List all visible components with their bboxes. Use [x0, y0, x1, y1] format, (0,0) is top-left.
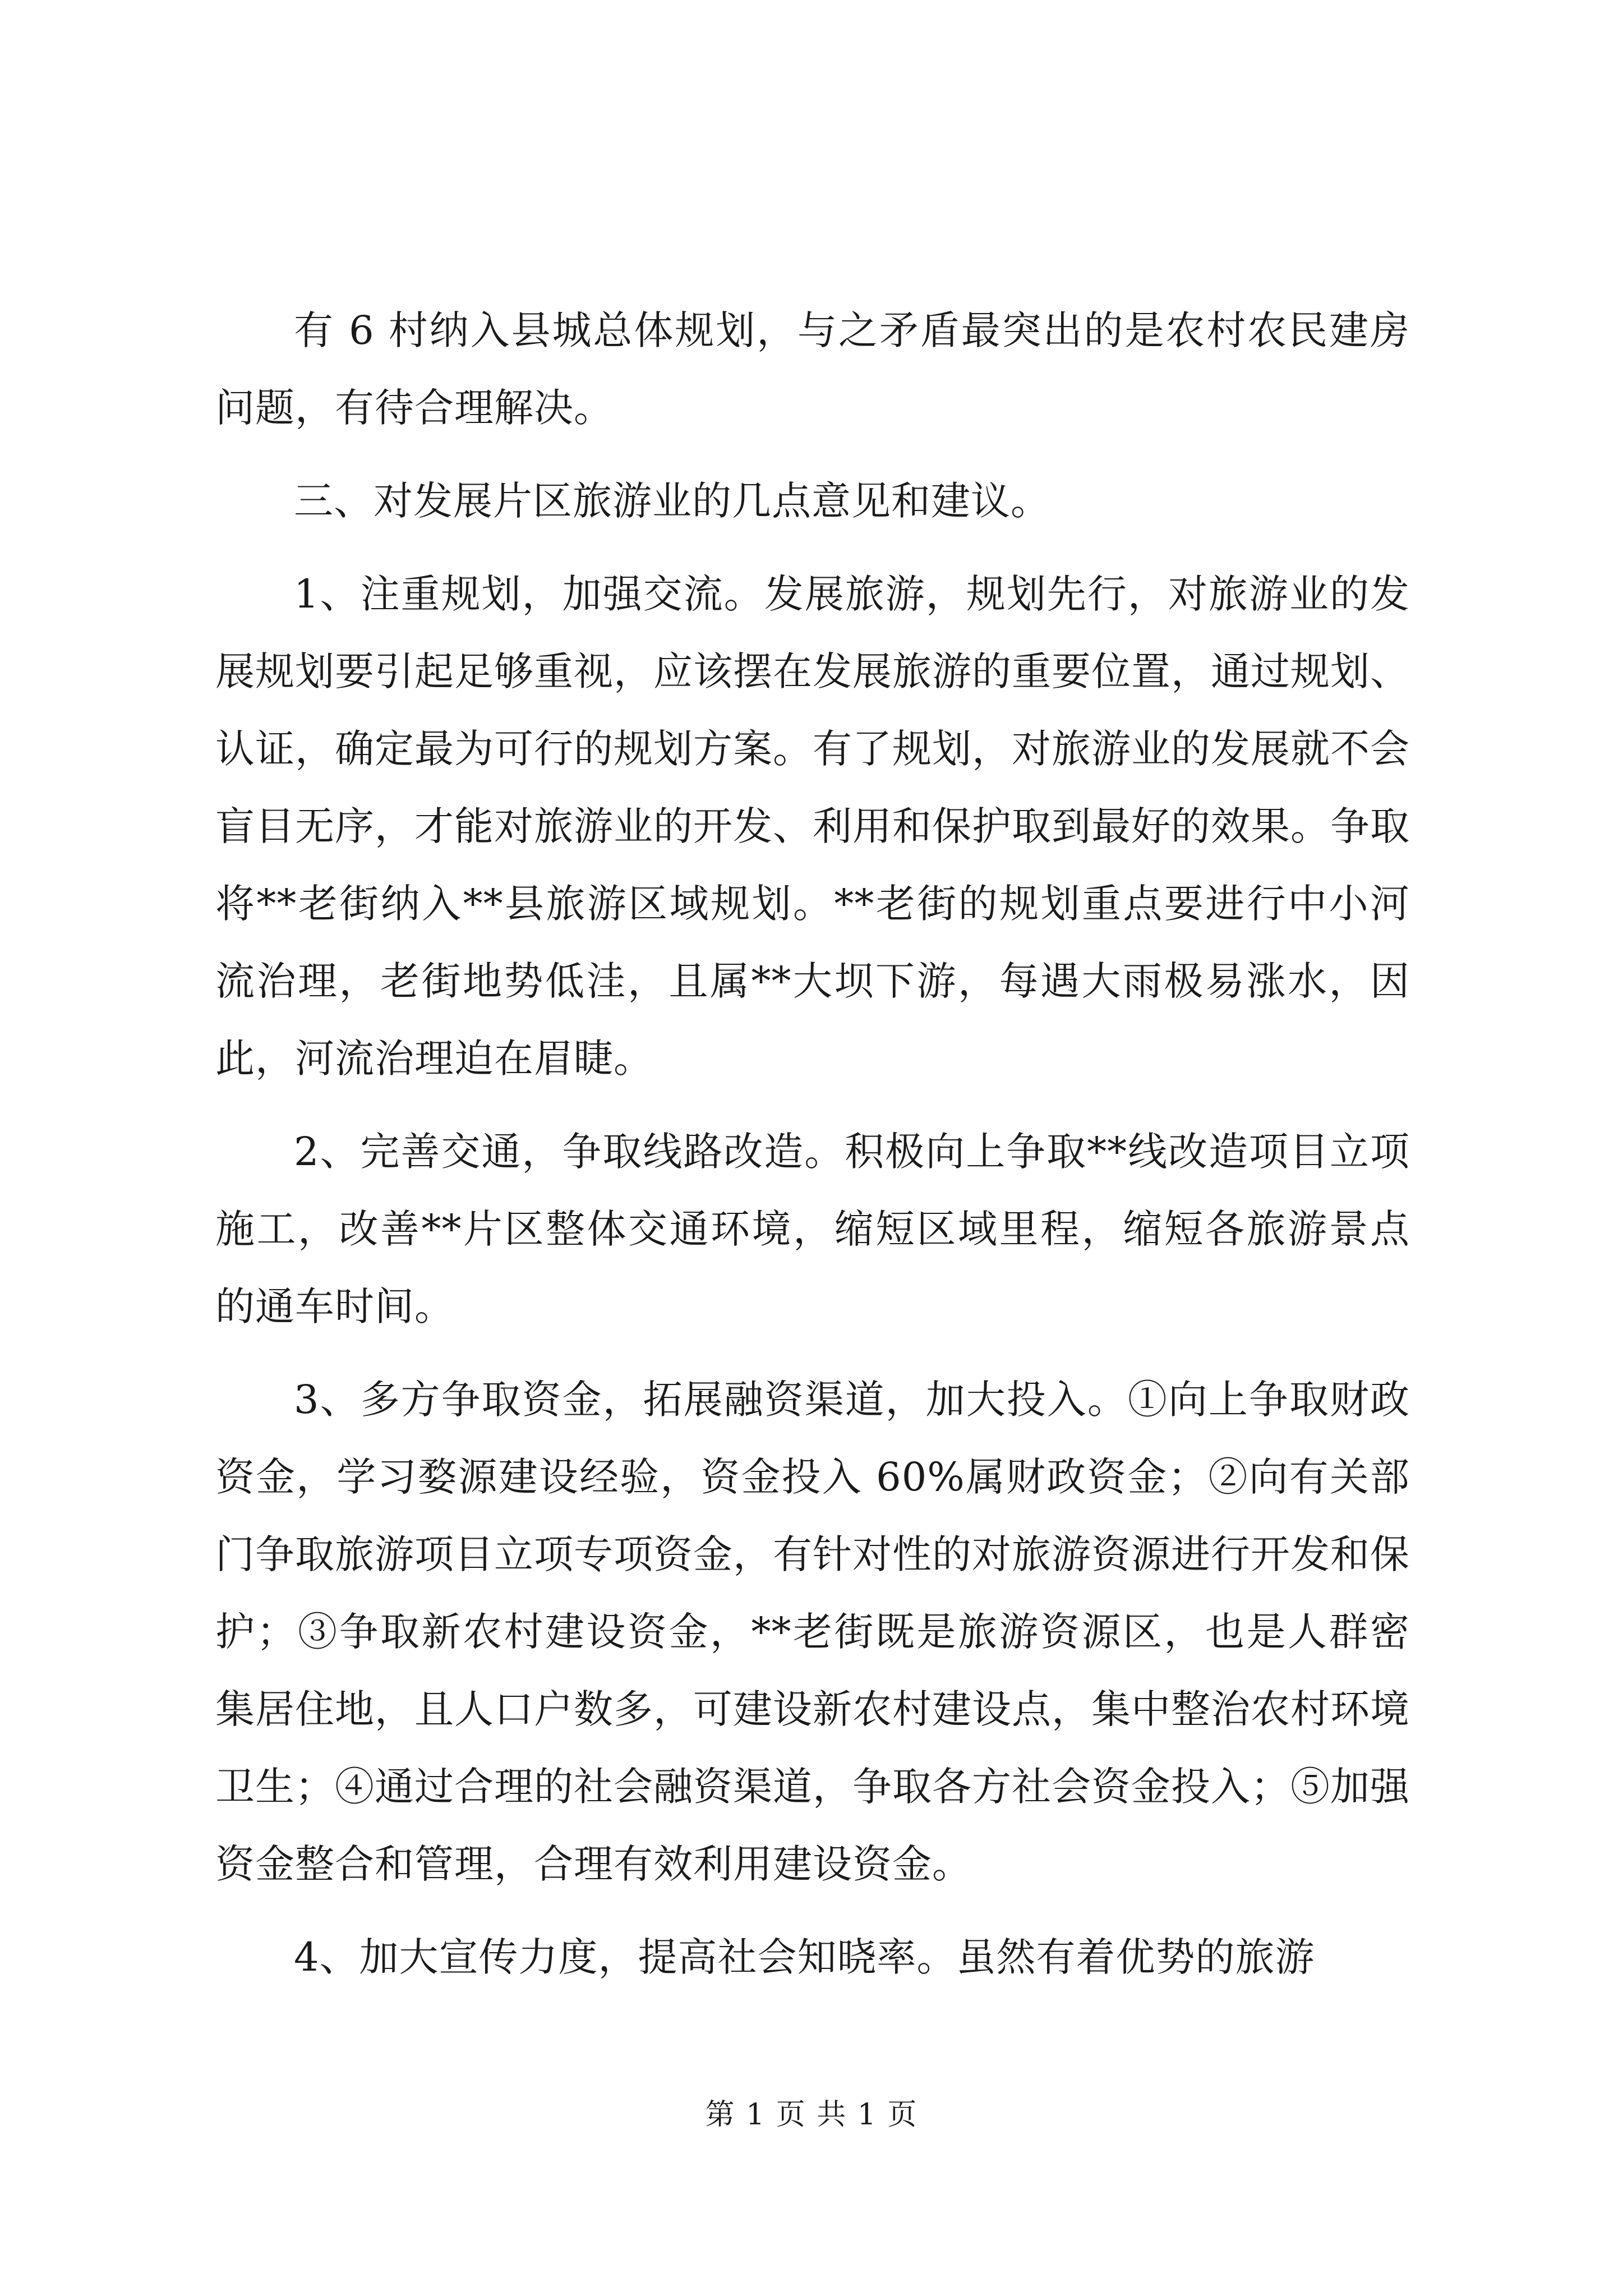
paragraph-1: 有 6 村纳入县城总体规划，与之矛盾最突出的是农村农民建房问题，有待合理解决。 [215, 307, 1410, 431]
paragraph-item-4: 4、加大宣传力度，提高社会知晓率。虽然有着优势的旅游 [294, 1934, 1315, 1980]
document-body [215, 292, 1410, 2012]
page-footer: 第 1 页 共 1 页 [705, 2098, 918, 2132]
paragraph-section-heading: 三、对发展片区旅游业的几点意见和建议。 [294, 478, 1050, 524]
paragraph-item-2: 2、完善交通，争取线路改造。积极向上争取**线改造项目立项施工，改善**片区整体交通环境，缩短区域里程，缩短各旅游景点的通车时间。 [215, 1129, 1410, 1329]
paragraph-item-1: 1、注重规划，加强交流。发展旅游，规划先行，对旅游业的发展规划要引起足够重视，应该摆在发展旅游的重要位置，通过规划、认证，确定最为可行的规划方案。有了规划，对旅游业的发展就不会盲目无序，才能对旅游业的开发、利用和保护取到最好的效果。争取将**老街纳入**县旅游区域规划。**老街的规划重点要进行中小河流治理，老街地势低洼，且属**大坝下游，每遇大雨极易涨水，因此，河流治理迫在眉睫。 [215, 571, 1410, 1082]
paragraph-item-3: 3、多方争取资金，拓展融资渠道，加大投入。①向上争取财政资金，学习婺源建设经验，资金投入 60%属财政资金；②向有关部门争取旅游项目立项专项资金，有针对性的对旅游资源进行开发和保护；③争取新农村建设资金，**老街既是旅游资源区，也是人群密集居住地，且人口户数多，可建设新农村建设点，集中整治农村环境卫生；④通过合理的社会融资渠道，争取各方社会资金投入；⑤加强资金整合和管理，合理有效利用建设资金。 [215, 1377, 1410, 1887]
